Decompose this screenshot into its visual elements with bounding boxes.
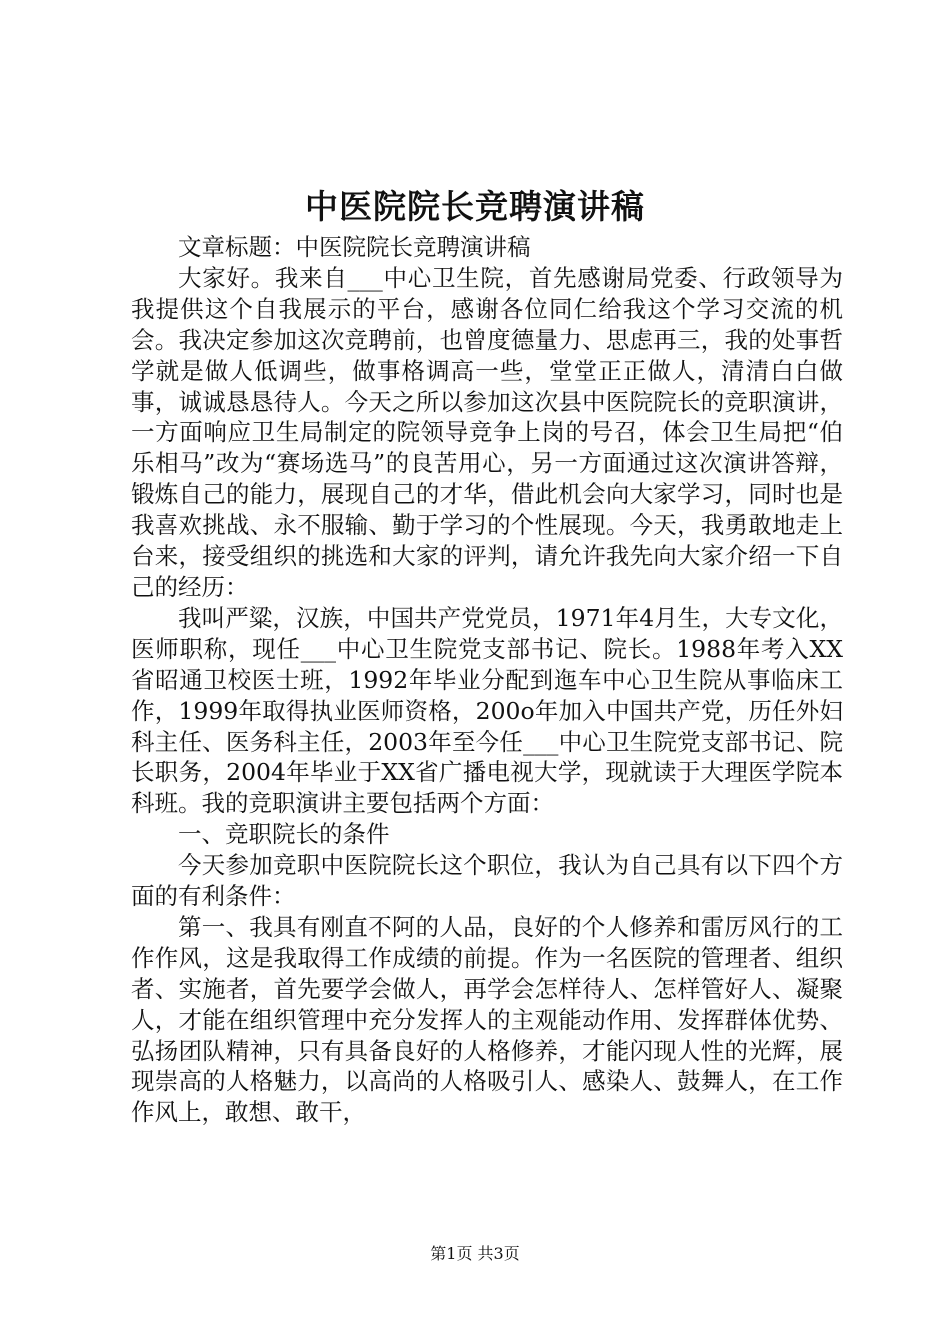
paragraph-greeting: 大家好。我来自___中心卫生院，首先感谢局党委、行政领导为我提供这个自我展示的平台，感谢各位同仁给我这个学习交流的机会。我决定参加这次竞聘前，也曾度德量力、思虑再三，我的处事哲学就是做人低调些，做事格调高一些，堂堂正正做人，清清白白做事，诚诚恳恳待人。今天之所以参加这次县中医院院长的竞职演讲，一方面响应卫生局制定的院领导竞争上岗的号召，体会卫生局把“伯乐相马”改为“赛场选马”的良苦用心，另一方面通过这次演讲答辩，锻炼自己的能力，展现自己的才华，借此机会向大家学习，同时也是我喜欢挑战、永不服输、勤于学习的个性展现。今天，我勇敢地走上台来，接受组织的挑选和大家的评判，请允许我先向大家介绍一下自己的经历： <box>131 263 843 601</box>
paragraph-conditions-intro: 今天参加竞职中医院院长这个职位，我认为自己具有以下四个方面的有利条件： <box>131 851 843 911</box>
document-title: 中医院院长竞聘演讲稿 <box>305 187 645 226</box>
paragraph-condition-first: 第一、我具有刚直不阿的人品，良好的个人修养和雷厉风行的工作作风，这是我取得工作成绩的前提。作为一名医院的管理者、组织者、实施者，首先要学会做人，再学会怎样待人、怎样管好人、凝聚人，才能在组织管理中充分发挥人的主观能动作用、发挥群体优势、弘扬团队精神，只有具备良好的人格修养，才能闪现人性的光辉，展现崇高的人格魅力，以高尚的人格吸引人、感染人、鼓舞人，在工作作风上，敢想、敢干， <box>131 912 843 1127</box>
document-body <box>131 232 843 1128</box>
paragraph-article-title: 文章标题：中医院院长竞聘演讲稿 <box>178 233 531 261</box>
section-heading-conditions: 一、竞职院长的条件 <box>178 820 390 849</box>
page-number: 第1页 共3页 <box>430 1244 520 1263</box>
paragraph-biography: 我叫严粱，汉族，中国共产党党员，1971年4月生，大专文化，医师职称，现任___中心卫生院党支部书记、院长。1988年考入XX省昭通卫校医士班，1992年毕业分配到迤车中心卫生院从事临床工作，1999年取得执业医师资格，200o年加入中国共产党，历任外妇科主任、医务科主任，2003年至今任___中心卫生院党支部书记、院长职务，2004年毕业于XX省广播电视大学，现就读于大理医学院本科班。我的竞职演讲主要包括两个方面： <box>131 603 843 818</box>
